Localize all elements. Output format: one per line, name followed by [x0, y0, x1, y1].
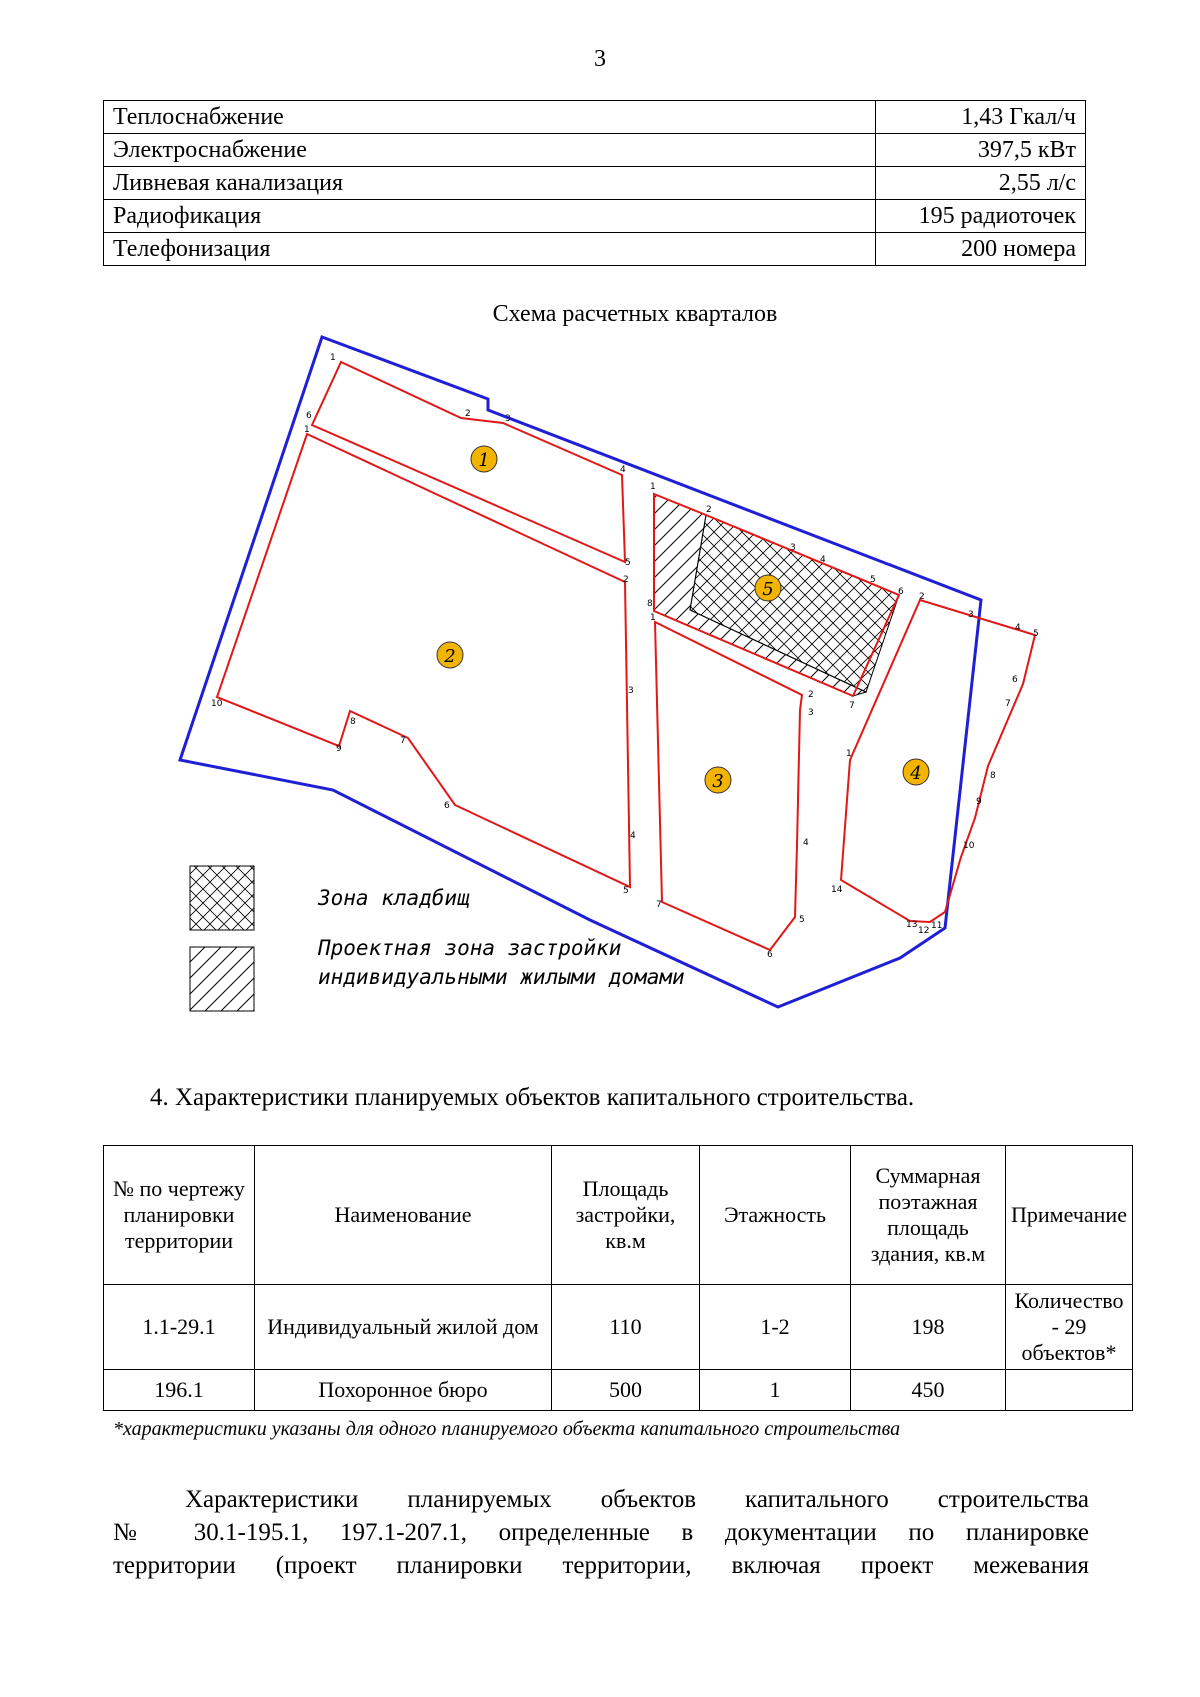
svg-text:7: 7	[656, 900, 662, 910]
svg-text:4: 4	[620, 465, 626, 475]
svg-text:5: 5	[1033, 629, 1039, 639]
body-paragraph	[113, 1483, 1089, 1582]
svg-text:3: 3	[505, 414, 511, 424]
svg-text:2: 2	[919, 592, 925, 602]
quarter-number: 5	[762, 579, 774, 600]
utility-name: Теплоснабжение	[104, 101, 876, 134]
table-cell: 1	[700, 1370, 851, 1411]
svg-text:2: 2	[706, 505, 712, 515]
svg-text:1: 1	[304, 425, 310, 435]
table-row	[104, 134, 1086, 167]
svg-text:11: 11	[931, 921, 943, 931]
section-heading: 4. Характеристики планируемых объектов капитального строительства.	[150, 1084, 915, 1111]
svg-text:8: 8	[647, 599, 653, 609]
table-row	[104, 101, 1086, 134]
table-footnote: *характеристики указаны для одного планируемого объекта капитального строительства	[113, 1418, 901, 1440]
svg-text:10: 10	[211, 699, 223, 709]
svg-text:3: 3	[968, 610, 974, 620]
quarter-number: 3	[712, 771, 724, 792]
table-cell: Количество - 29 объектов*	[1006, 1285, 1133, 1370]
svg-text:7: 7	[849, 701, 855, 711]
svg-text:4: 4	[803, 838, 809, 848]
svg-text:12: 12	[918, 926, 930, 936]
legend-cemetery-swatch	[190, 866, 254, 930]
quarter-number: 1	[478, 450, 490, 471]
svg-text:2: 2	[465, 409, 471, 419]
utility-value: 397,5 кВт	[876, 134, 1086, 167]
legend-cemetery-label: Зона кладбищ	[318, 886, 470, 910]
quarter-number: 4	[910, 763, 922, 784]
table-cell: 500	[552, 1370, 700, 1411]
table-row	[104, 167, 1086, 200]
table-cell: 1-2	[700, 1285, 851, 1370]
quarter-marker	[755, 575, 781, 601]
table-cell: 450	[851, 1370, 1006, 1411]
column-header: № по чертежу планировки территории	[104, 1146, 255, 1285]
svg-text:7: 7	[1005, 699, 1011, 709]
utility-value: 200 номера	[876, 233, 1086, 266]
svg-text:10: 10	[963, 841, 975, 851]
table-cell: Похоронное бюро	[255, 1370, 552, 1411]
table-header-row	[104, 1146, 1133, 1285]
quarter-marker	[471, 446, 497, 472]
paragraph-line: № 30.1-195.1, 197.1-207.1, определенные в документации по планировке	[113, 1519, 1089, 1546]
quarter-1-vertex-labels	[306, 353, 631, 568]
svg-text:4: 4	[820, 555, 826, 565]
svg-text:6: 6	[444, 801, 450, 811]
quarter-marker	[903, 759, 929, 785]
svg-text:1: 1	[650, 482, 656, 492]
table-row	[104, 1370, 1133, 1411]
svg-text:4: 4	[630, 831, 636, 841]
svg-text:14: 14	[831, 885, 843, 895]
svg-text:6: 6	[767, 950, 773, 960]
svg-text:5: 5	[799, 915, 805, 925]
table-cell	[1006, 1370, 1133, 1411]
paragraph-line: Характеристики планируемых объектов капитального строительства	[185, 1486, 1089, 1513]
svg-text:5: 5	[623, 886, 629, 896]
table-cell: 1.1-29.1	[104, 1285, 255, 1370]
svg-text:13: 13	[906, 920, 918, 930]
quarter-marker	[705, 767, 731, 793]
svg-text:3: 3	[628, 686, 634, 696]
column-header: Этажность	[700, 1146, 851, 1285]
column-header: Суммарная поэтажная площадь здания, кв.м	[851, 1146, 1006, 1285]
legend-housing-swatch	[190, 947, 254, 1011]
table-cell: Индивидуальный жилой дом	[255, 1285, 552, 1370]
scheme-title: Схема расчетных кварталов	[492, 301, 778, 327]
svg-text:2: 2	[808, 690, 814, 700]
legend-housing-label-line1: Проектная зона застройки	[318, 936, 622, 960]
utility-value: 1,43 Гкал/ч	[876, 101, 1086, 134]
table-cell: 198	[851, 1285, 1006, 1370]
svg-text:2: 2	[623, 575, 629, 585]
column-header: Наименование	[255, 1146, 552, 1285]
paragraph-line: территории (проект планировки территории, включая проект межевания	[113, 1552, 1089, 1579]
utility-name: Электроснабжение	[104, 134, 876, 167]
svg-text:4: 4	[1015, 623, 1021, 633]
table-row	[104, 1285, 1133, 1370]
svg-text:9: 9	[976, 797, 982, 807]
quarter-2-vertex-labels	[211, 425, 636, 896]
svg-text:7: 7	[400, 736, 406, 746]
table-cell: 110	[552, 1285, 700, 1370]
utilities-table	[103, 100, 1086, 266]
svg-text:6: 6	[1012, 675, 1018, 685]
svg-text:8: 8	[990, 771, 996, 781]
svg-text:9: 9	[336, 744, 342, 754]
svg-text:1: 1	[330, 353, 336, 363]
quarter-marker	[437, 642, 463, 668]
column-header: Примечание	[1006, 1146, 1133, 1285]
utility-name: Ливневая канализация	[104, 167, 876, 200]
table-row	[104, 200, 1086, 233]
legend-housing-label-line2: индивидуальными жилыми домами	[318, 965, 685, 989]
page-number: 3	[594, 46, 606, 72]
svg-text:6: 6	[306, 411, 312, 421]
column-header: Площадь застройки, кв.м	[552, 1146, 700, 1285]
table-cell: 196.1	[104, 1370, 255, 1411]
svg-text:1: 1	[846, 749, 852, 759]
utility-value: 195 радиоточек	[876, 200, 1086, 233]
svg-text:1: 1	[650, 613, 656, 623]
utility-name: Радиофикация	[104, 200, 876, 233]
svg-text:6: 6	[898, 587, 904, 597]
quarter-2-outline	[217, 434, 630, 887]
objects-table	[103, 1145, 1133, 1411]
svg-text:3: 3	[790, 543, 796, 553]
quarters-scheme	[0, 330, 1200, 1030]
svg-text:5: 5	[870, 575, 876, 585]
svg-text:3: 3	[808, 708, 814, 718]
quarter-number: 2	[444, 646, 456, 667]
utility-name: Телефонизация	[104, 233, 876, 266]
utility-value: 2,55 л/с	[876, 167, 1086, 200]
svg-text:5: 5	[625, 558, 631, 568]
table-row	[104, 233, 1086, 266]
svg-text:8: 8	[350, 717, 356, 727]
